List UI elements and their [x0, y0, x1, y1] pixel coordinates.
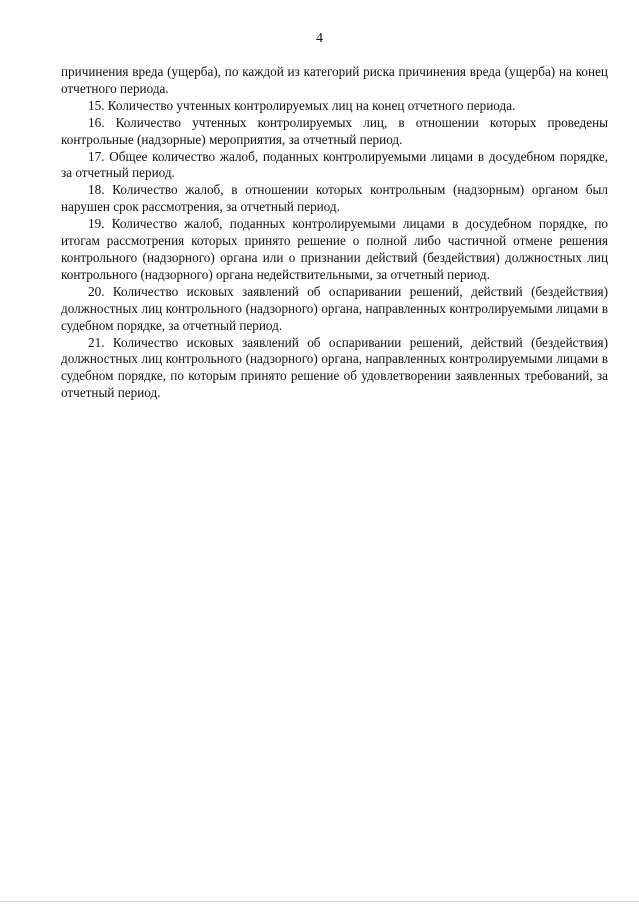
- document-body: [61, 64, 608, 402]
- paragraph-item-15: 15. Количество учтенных контролируемых лиц на конец отчетного периода.: [88, 97, 516, 113]
- paragraph-item-18: 18. Количество жалоб, в отношении которых контрольным (надзорным) органом был нарушен срок рассмотрения, за отчетный период.: [61, 182, 608, 215]
- paragraph-item-16: 16. Количество учтенных контролируемых лиц, в отношении которых проведены контрольные (надзорные) мероприятия, за отчетный период.: [61, 114, 608, 147]
- scan-edge-line: [0, 901, 639, 902]
- paragraph-item-21: 21. Количество исковых заявлений об оспаривании решений, действий (бездействия) должностных лиц контрольного (надзорного) органа, направленных контролируемыми лицами в судебном порядке, по которым принято решение об удовлетворении заявленных требований, за отчетный период.: [61, 334, 608, 401]
- paragraph-item-20: 20. Количество исковых заявлений об оспаривании решений, действий (бездействия) должностных лиц контрольного (надзорного) органа, направленных контролируемыми лицами в судебном порядке, за отчетный период.: [61, 283, 608, 333]
- paragraph-item-19: 19. Количество жалоб, поданных контролируемыми лицами в досудебном порядке, по итогам рассмотрения которых принято решение о полной либо частичной отмене решения контрольного (надзорного) органа или о признании действий (бездействия) должностных лиц контрольного (надзорного) органа недействительными, за отчетный период.: [61, 216, 608, 282]
- paragraph-item-17: 17. Общее количество жалоб, поданных контролируемыми лицами в досудебном порядке, за отчетный период.: [61, 148, 608, 181]
- page-number: 4: [316, 31, 323, 46]
- paragraph-continuation: причинения вреда (ущерба), по каждой из категорий риска причинения вреда (ущерба) на конец отчетного периода.: [61, 64, 608, 96]
